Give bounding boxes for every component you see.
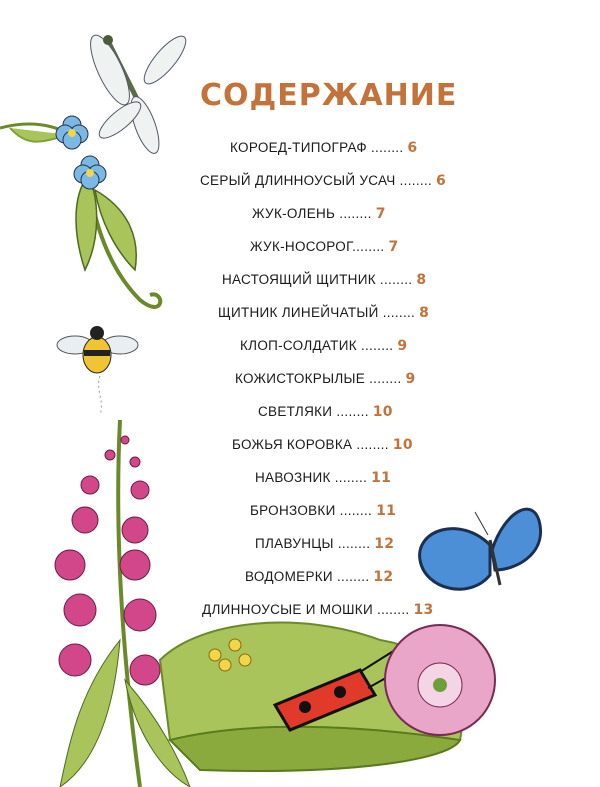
toc-item-page: 10 bbox=[392, 437, 413, 453]
toc-item[interactable] bbox=[240, 338, 407, 354]
toc-item-label: КОРОЕД-ТИПОГРАФ ........ bbox=[230, 140, 404, 155]
toc-item[interactable] bbox=[250, 503, 396, 519]
toc-item[interactable] bbox=[255, 536, 394, 552]
toc-item-label: СВЕТЛЯКИ ........ bbox=[258, 404, 369, 419]
mallow-flower-icon bbox=[385, 625, 495, 735]
toc-item-label: ЖУК-ОЛЕНЬ ........ bbox=[252, 206, 372, 221]
toc-item-page: 8 bbox=[419, 305, 430, 321]
toc-item-page: 8 bbox=[416, 272, 427, 288]
toc-item-page: 9 bbox=[405, 371, 416, 387]
toc-item-label: ДЛИННОУСЫЕ И МОШКИ ........ bbox=[202, 602, 410, 617]
toc-item-label: НАВОЗНИК ........ bbox=[255, 470, 368, 485]
toc-item[interactable] bbox=[202, 602, 434, 618]
toc-item-page: 12 bbox=[374, 536, 395, 552]
toc-item[interactable] bbox=[245, 569, 393, 585]
toc-item-label: ВОДОМЕРКИ ........ bbox=[245, 569, 370, 584]
toc-item[interactable] bbox=[222, 272, 426, 288]
toc-item-page: 10 bbox=[372, 404, 393, 420]
toc-item[interactable] bbox=[252, 206, 386, 222]
toc-item-page: 9 bbox=[397, 338, 408, 354]
toc-item[interactable] bbox=[235, 371, 416, 387]
toc-item-page: 7 bbox=[388, 239, 399, 255]
toc-item[interactable] bbox=[250, 239, 399, 255]
toc-item[interactable] bbox=[232, 437, 413, 453]
toc-item-page: 6 bbox=[407, 140, 418, 156]
forget-me-not-icon bbox=[0, 116, 160, 307]
butterfly-icon bbox=[420, 509, 541, 589]
page-title: СОДЕРЖАНИЕ bbox=[200, 78, 458, 113]
toc-item-page: 6 bbox=[436, 173, 447, 189]
toc-item[interactable] bbox=[255, 470, 391, 486]
toc-item-label: НАСТОЯЩИЙ ЩИТНИК ........ bbox=[222, 272, 413, 287]
toc-item[interactable] bbox=[258, 404, 393, 420]
toc-item-page: 11 bbox=[371, 470, 392, 486]
dragonfly-icon bbox=[83, 30, 192, 156]
toc-item-label: БОЖЬЯ КОРОВКА ........ bbox=[232, 437, 389, 452]
toc-item-label: ЖУК-НОСОРОГ........ bbox=[250, 239, 385, 254]
toc-item-label: ЩИТНИК ЛИНЕЙЧАТЫЙ ........ bbox=[218, 305, 416, 320]
toc-item-label: ПЛАВУНЦЫ ........ bbox=[255, 536, 371, 551]
toc-item[interactable] bbox=[230, 140, 417, 156]
toc-item[interactable] bbox=[218, 305, 429, 321]
toc-item-page: 7 bbox=[375, 206, 386, 222]
toc-item-page: 11 bbox=[376, 503, 397, 519]
toc-item-label: КЛОП-СОЛДАТИК ........ bbox=[240, 338, 394, 353]
toc-item[interactable] bbox=[200, 173, 446, 189]
bumblebee-icon bbox=[57, 326, 138, 415]
toc-item-label: БРОНЗОВКИ ........ bbox=[250, 503, 373, 518]
toc-item-label: СЕРЫЙ ДЛИННОУСЫЙ УСАЧ ........ bbox=[200, 173, 433, 188]
toc-item-page: 12 bbox=[373, 569, 394, 585]
toc-item-page: 13 bbox=[413, 602, 434, 618]
toc-item-label: КОЖИСТОКРЫЛЫЕ ........ bbox=[235, 371, 402, 386]
